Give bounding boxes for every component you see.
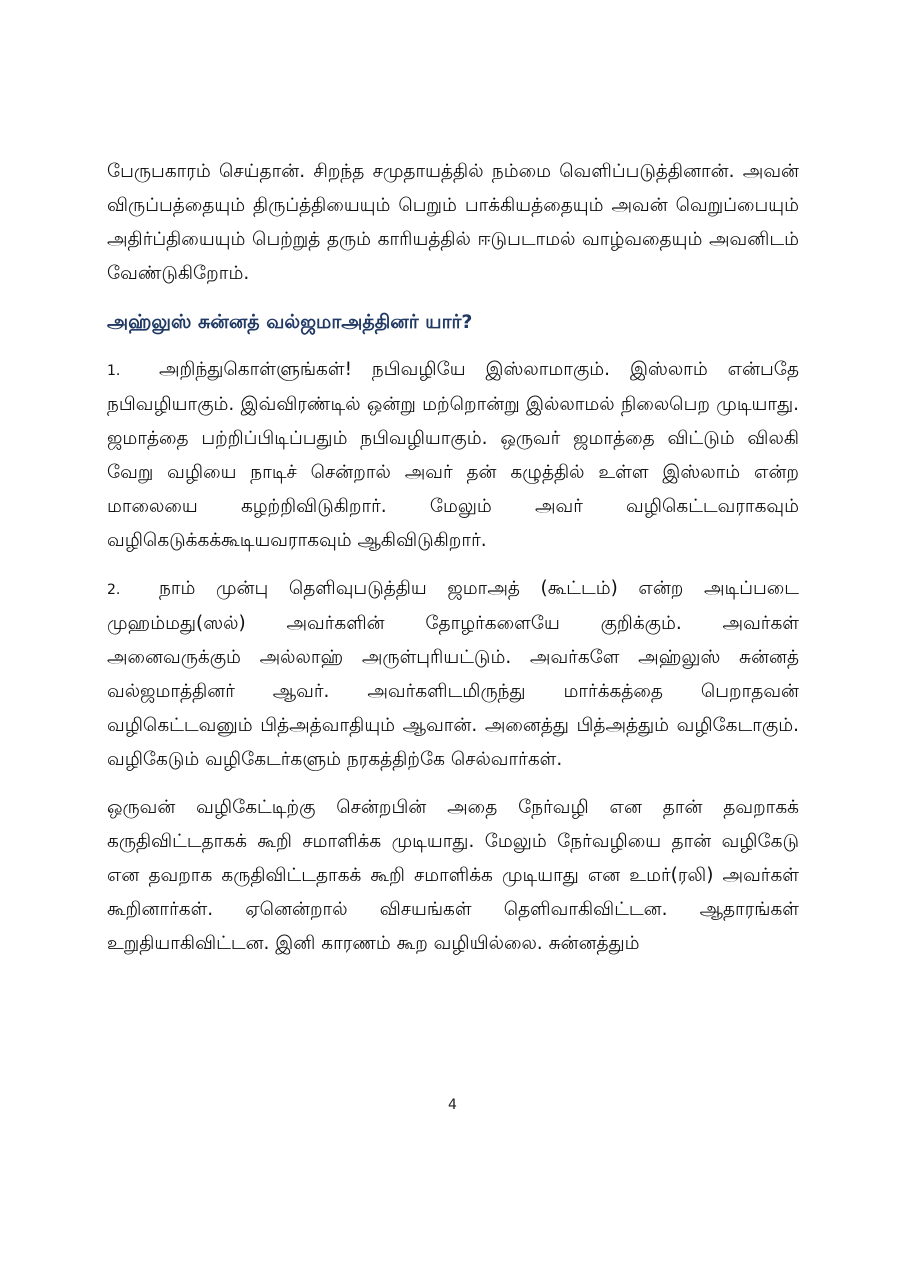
page-number: 4	[448, 1097, 457, 1113]
paragraph-2	[107, 572, 799, 777]
paragraph-1-text: அறிந்துகொள்ளுங்கள்! நபிவழியே இஸ்லாமாகும். இஸ்லாம் என்பதே நபிவழியாகும். இவ்விரண்டில் ஒன்று மற்றொன்று இல்லாமல் நிலைபெற முடியாது. ஜமாத்தை பற்றிப்பிடிப்பதும் நபிவழியாகும். ஒருவர் ஜமாத்தை விட்டும் விலகி வேறு வழியை நாடிச் சென்றால் அவர் தன் கழுத்தில் உள்ள இஸ்லாம் என்ற மாலையை கழற்றிவிடுகிறார். மேலும் அவர் வழிகெட்டவராகவும் வழிகெடுக்கக்கூடியவராகவும் ஆகிவிடுகிறார்.	[107, 359, 799, 551]
paragraph-intro: பேருபகாரம் செய்தான். சிறந்த சமுதாயத்தில் நம்மை வெளிப்படுத்தினான். அவன் விருப்பத்தையும் திருப்த்தியையும் பெறும் பாக்கியத்தையும் அவன் வெறுப்பையும் அதிர்ப்தியையும் பெற்றுத் தரும் காரியத்தில் ஈடுபடாமல் வாழ்வதையும் அவனிடம் வேண்டுகிறோம்.	[107, 161, 799, 284]
paragraph-2-text: நாம் முன்பு தெளிவுபடுத்திய ஜமாஅத் (கூட்டம்) என்ற அடிப்படை முஹம்மது(ஸல்) அவர்களின் தோழர்களையே குறிக்கும். அவர்கள் அனைவருக்கும் அல்லாஹ் அருள்புரியட்டும். அவர்களே அஹ்லுஸ் சுன்னத் வல்ஜமாத்தினர் ஆவர். அவர்களிடமிருந்து மார்க்கத்தை பெறாதவன் வழிகெட்டவனும் பித்அத்வாதியும் ஆவான். அனைத்து பித்அத்தும் வழிகேடாகும். வழிகேடும் வழிகேடர்களும் நரகத்திற்கே செல்வார்கள்.	[107, 578, 799, 770]
section-heading: அஹ்லுஸ் சுன்னத் வல்ஜமாஅத்தினர் யார்?	[107, 311, 473, 333]
paragraph-1	[107, 353, 799, 558]
paragraph-3: ஒருவன் வழிகேட்டிற்கு சென்றபின் அதை நேர்வழி என தான் தவறாகக் கருதிவிட்டதாகக் கூறி சமாளிக்க முடியாது. மேலும் நேர்வழியை தான் வழிகேடு என தவறாக கருதிவிட்டதாகக் கூறி சமாளிக்க முடியாது என உமர்(ரலி) அவர்கள் கூறினார்கள். ஏனென்றால் விசயங்கள் தெளிவாகிவிட்டன. ஆதாரங்கள் உறுதியாகிவிட்டன. இனி காரணம் கூற வழியில்லை. சுன்னத்தும்	[107, 797, 799, 954]
paragraph-1-number: 1.	[107, 363, 121, 379]
paragraph-2-number: 2.	[107, 582, 121, 598]
document-body	[107, 155, 799, 961]
